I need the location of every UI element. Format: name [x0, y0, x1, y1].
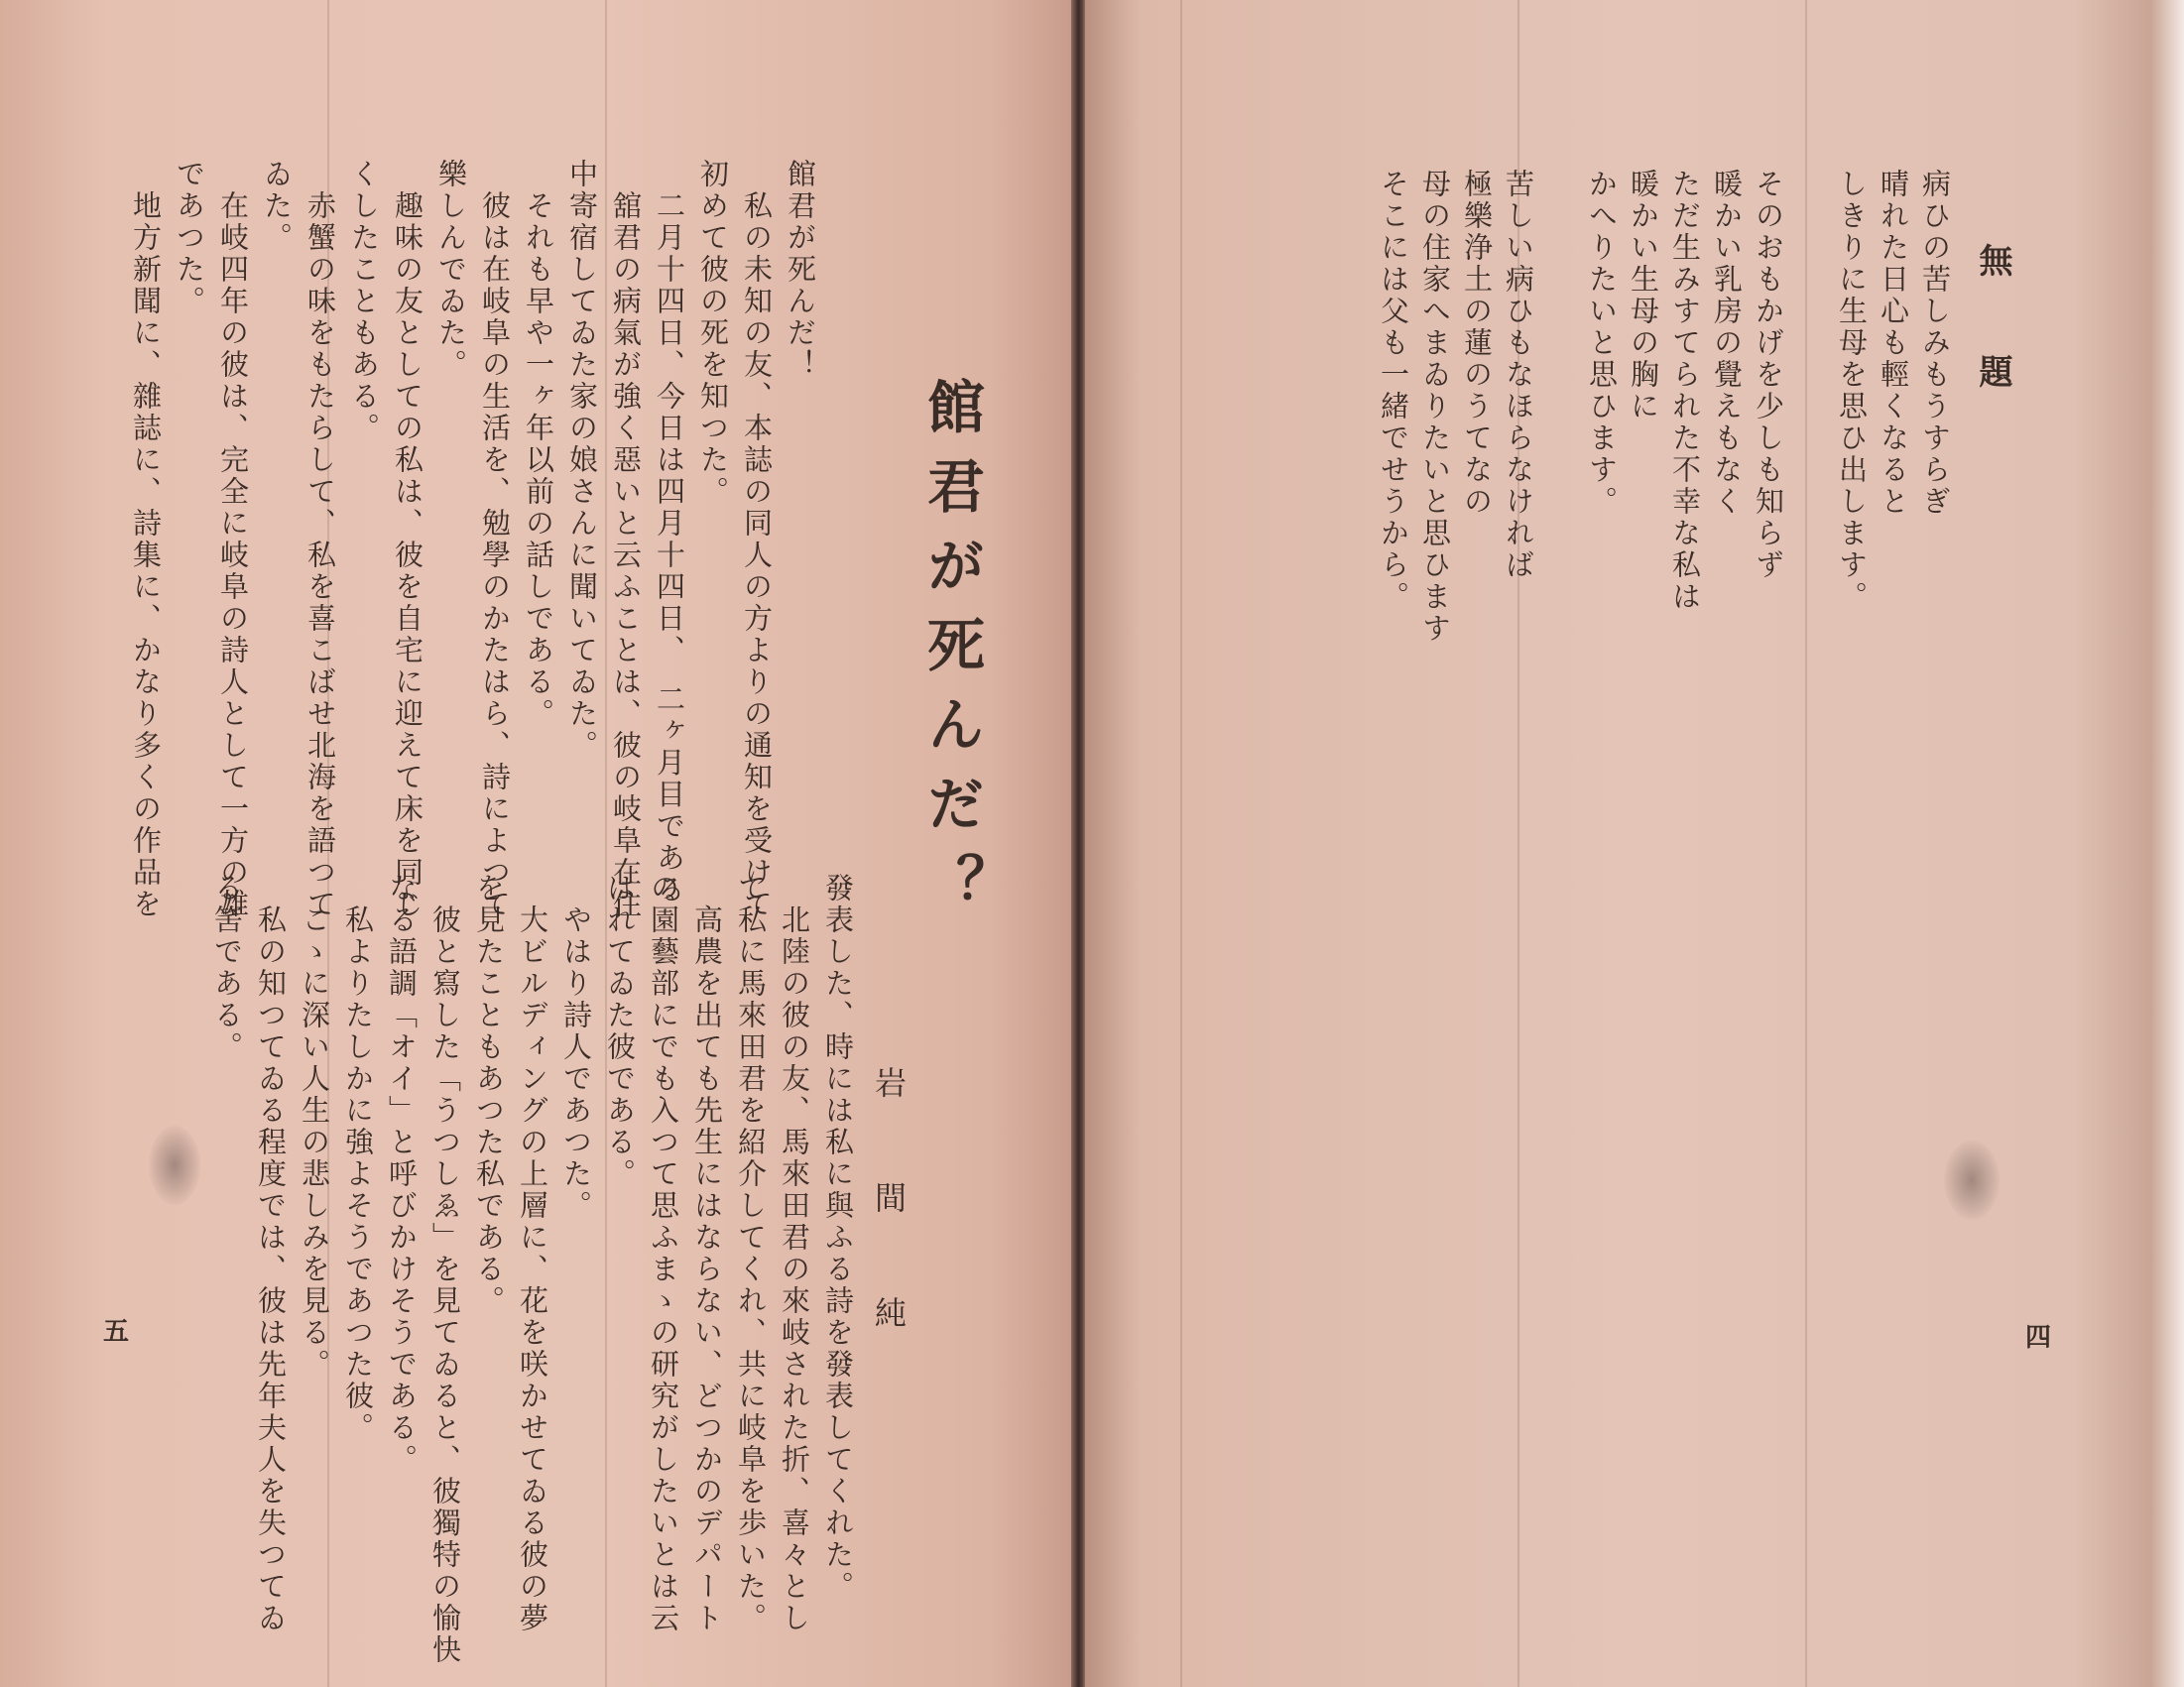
article-title: 館君が死んだ？	[917, 377, 985, 932]
text-column: 地方新聞に、雜誌に、詩集に、かなり多くの作品を	[129, 159, 163, 920]
poem-line: そこには父も一緒でせうから。	[1377, 169, 1410, 613]
text-column: 樂しんでゐた。	[434, 159, 468, 381]
text-column: 北陸の彼の友、馬來田君の來岐された折、喜々とし	[778, 873, 811, 1634]
poem-line: しきりに生母を思ひ出します。	[1835, 169, 1869, 613]
poem-line: そのおもかげを少しも知らず	[1752, 169, 1785, 581]
poem-line: 母の住家へまゐりたいと思ひます	[1418, 169, 1452, 645]
text-column: こゝに深い人生の悲しみを見る。	[298, 873, 331, 1381]
paper-stain	[149, 1126, 200, 1205]
text-column: 彼と寫した「うつしゑ」を見てゐると、彼獨特の愉快	[428, 873, 462, 1666]
poem-line: 晴れた日心も輕くなると	[1877, 169, 1910, 518]
text-column: やはり詩人であつた。	[559, 873, 593, 1222]
paper-fold	[605, 0, 607, 1687]
paper-fold	[1180, 0, 1182, 1687]
text-column: 私の知つてゐる程度では、彼は先年夫人を失つてゐ	[254, 873, 288, 1634]
poem-line: 病ひの苦しみもうすらぎ	[1918, 169, 1952, 518]
text-column: 二月十四日、今日は四月十四日、 二ヶ月目である	[653, 159, 686, 906]
paper-fold	[1805, 0, 1807, 1687]
text-column: 舘君の病氣が強く惡いと云ふことは、彼の岐阜在住	[609, 159, 643, 920]
poem-title: 無 題	[1973, 243, 2012, 410]
text-column: 大ビルディングの上層に、花を咲かせてゐる彼の夢	[516, 873, 549, 1634]
paper-stain	[1944, 1141, 2000, 1220]
text-column: 趣味の友としての私は、彼を自宅に迎えて床を同じ	[391, 159, 425, 920]
text-column: であつた。	[173, 159, 206, 317]
right-page	[1085, 0, 2184, 1687]
text-column: くしたこともある。	[347, 159, 381, 444]
text-column: 初めて彼の死を知つた。	[696, 159, 730, 508]
text-column: 館君が死んだ！	[784, 159, 817, 381]
page-number: 五	[103, 1317, 130, 1347]
text-column: はれてゐた彼である。	[603, 873, 637, 1190]
article-author: 岩 間 純	[870, 1066, 908, 1354]
poem-line: 極樂浄土の蓮のうてなの	[1460, 169, 1494, 518]
poem-line: 暖かい乳房の覺えもなく	[1710, 169, 1744, 518]
poem-line: 苦しい病ひもなほらなければ	[1502, 169, 1535, 581]
page-number: 四	[2025, 1323, 2052, 1353]
text-column: ゐた。	[260, 159, 294, 254]
left-page	[0, 0, 1075, 1687]
text-column: て私に馬來田君を紹介してくれ、共に岐阜を歩いた。	[734, 873, 768, 1634]
text-column: 私よりたしかに強よそうであつた彼。	[341, 873, 375, 1444]
text-column: 高農を出ても先生にはならない、どつかのデパート	[690, 873, 724, 1634]
text-column: なる語調「オイ」と呼びかけそうである。	[385, 873, 419, 1476]
poem-line: 暖かい生母の胸に	[1627, 169, 1660, 422]
poem-line: かへりたいと思ひます。	[1585, 169, 1619, 518]
text-column: 在岐四年の彼は、完全に岐阜の詩人として一方の雄	[216, 159, 250, 920]
text-column: 私の未知の友、本誌の同人の方よりの通知を受けて	[740, 159, 774, 920]
poem-line: ただ生みすてられた不幸な私は	[1668, 169, 1702, 613]
text-column: を見たこともあつた私である。	[472, 873, 506, 1317]
text-column: 赤蟹の味をもたらして、私を喜こばせ北海を語つて	[303, 159, 337, 920]
text-column: の園藝部にでも入つて思ふまゝの研究がしたいとは云	[647, 873, 680, 1634]
text-column: る筈である。	[210, 873, 244, 1063]
text-column: 中寄宿してゐた家の娘さんに聞いてゐた。	[565, 159, 599, 762]
text-column: 彼は在岐阜の生活を、勉學のかたはら、詩によつて	[478, 159, 512, 920]
text-column: それも早や一ヶ年以前の話しである。	[522, 159, 555, 730]
text-column: 發表した、時には私に與ふる詩を發表してくれた。	[821, 873, 855, 1603]
